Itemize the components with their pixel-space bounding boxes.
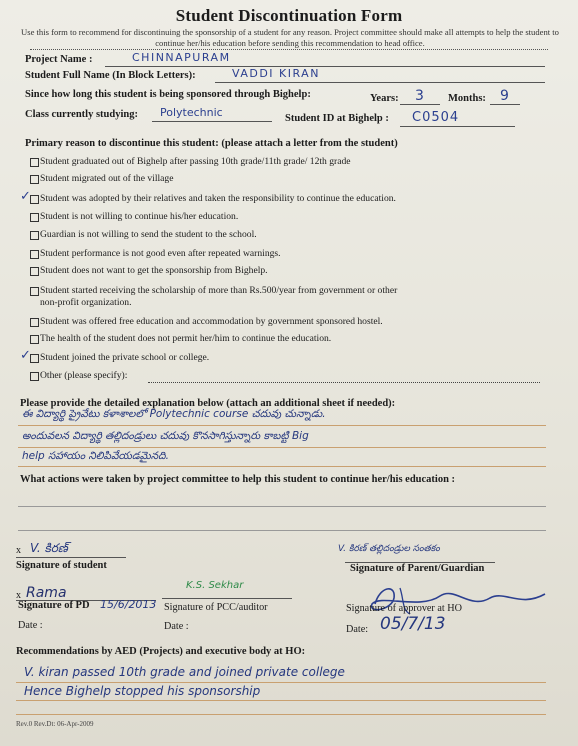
reason-label: Student joined the private school or college. bbox=[40, 352, 210, 363]
project-name-line bbox=[105, 66, 545, 67]
reason-checkbox[interactable] bbox=[30, 372, 39, 381]
pd-sig-x: x bbox=[16, 590, 21, 601]
actions-label: What actions were taken by project committee to help this student to continue her/his education : bbox=[20, 474, 456, 485]
recommendations-label: Recommendations by AED (Projects) and executive body at HO: bbox=[16, 646, 306, 657]
reason-label: Student was adopted by their relatives and taken the responsibility to continue the education. bbox=[40, 193, 396, 204]
reason-checkbox[interactable] bbox=[30, 335, 39, 344]
pcc-signature: K.S. Sekhar bbox=[186, 580, 244, 591]
reason-checkbox[interactable] bbox=[30, 354, 39, 363]
reason-label: Student was offered free education and accommodation by government sponsored hostel. bbox=[40, 316, 383, 327]
footer-revision: Rev.0 Rev.Dt: 06-Apr-2009 bbox=[16, 720, 94, 728]
student-id-label: Student ID at Bighelp : bbox=[285, 113, 389, 124]
reason-label: Other (please specify): bbox=[40, 370, 128, 381]
reason-checkbox[interactable] bbox=[30, 231, 39, 240]
parent-sig-label: Signature of Parent/Guardian bbox=[350, 563, 485, 574]
explanation-rule-3 bbox=[18, 466, 546, 467]
approver-date: 05/7/13 bbox=[380, 614, 446, 634]
actions-rule-2 bbox=[18, 530, 546, 531]
reason-label: The health of the student does not permit her/him to continue the education. bbox=[40, 333, 332, 344]
recommendations-line-2: Hence Bighelp stopped his sponsorship bbox=[24, 684, 261, 698]
reason-label: Guardian is not willing to send the student to the school. bbox=[40, 229, 257, 240]
years-value: 3 bbox=[415, 88, 424, 104]
recommendations-line-1: V. kiran passed 10th grade and joined private college bbox=[24, 665, 345, 679]
years-label: Years: bbox=[370, 93, 399, 104]
pcc-sig-label: Signature of PCC/auditor bbox=[164, 602, 268, 613]
reason-label: Student graduated out of Bighelp after passing 10th grade/11th grade/ 12th grade bbox=[40, 156, 351, 167]
pd-date-label: Date : bbox=[18, 620, 43, 631]
class-value: Polytechnic bbox=[160, 106, 223, 119]
student-name-value: VADDI KIRAN bbox=[232, 67, 320, 80]
actions-rule-1 bbox=[18, 506, 546, 507]
months-value: 9 bbox=[500, 88, 509, 104]
reason-checkbox[interactable] bbox=[30, 267, 39, 276]
reason-checkbox[interactable] bbox=[30, 318, 39, 327]
reason-checkbox[interactable] bbox=[30, 287, 39, 296]
reason-checkbox[interactable] bbox=[30, 250, 39, 259]
reason-label: Student migrated out of the village bbox=[40, 173, 174, 184]
form-title: Student Discontinuation Form bbox=[175, 6, 403, 25]
recommendations-rule-3 bbox=[16, 714, 546, 715]
student-name-line bbox=[215, 82, 545, 83]
form-intro: Use this form to recommend for discontinuing the sponsorship of a student for any reason. Project committee should make all attempts to help the student to continue her/his education before sending this recommendation to head office. bbox=[21, 27, 559, 48]
reason-label: Student does not want to get the sponsorship from Bighelp. bbox=[40, 265, 268, 276]
months-label: Months: bbox=[448, 93, 486, 104]
student-signature: V. కిరణ్ bbox=[30, 541, 68, 555]
project-name-value: CHINNAPURAM bbox=[132, 51, 231, 64]
explanation-label: Please provide the detailed explanation below (attach an additional sheet if needed): bbox=[20, 398, 396, 409]
pcc-sig-line bbox=[162, 598, 292, 599]
reason-checkbox[interactable] bbox=[30, 158, 39, 167]
pd-date: 15/6/2013 bbox=[100, 598, 157, 611]
other-specify-line bbox=[148, 382, 540, 383]
student-sig-line bbox=[16, 557, 126, 558]
explanation-line-1: ఈ విద్యార్థి ప్రైవేటు కళాశాలలో Polytechnic course చదువు చున్నాడు. bbox=[22, 408, 326, 420]
approver-date-label: Date: bbox=[346, 624, 369, 635]
reason-checkbox[interactable] bbox=[30, 175, 39, 184]
recommendations-rule-2 bbox=[16, 700, 546, 701]
class-label: Class currently studying: bbox=[25, 109, 138, 120]
years-line bbox=[400, 104, 440, 105]
months-line bbox=[490, 104, 520, 105]
student-name-label: Student Full Name (In Block Letters): bbox=[25, 70, 196, 81]
parent-signature: V. కిరణ్ తల్లిదండ్రుల సంతకం bbox=[338, 544, 440, 554]
explanation-line-3: help సహాయం నిలిపివేయడమైనది. bbox=[22, 450, 169, 462]
student-id-value: C0504 bbox=[412, 110, 460, 125]
reason-checkbox[interactable] bbox=[30, 195, 39, 204]
check-mark-icon: ✓ bbox=[20, 348, 31, 363]
reason-label: Student performance is not good even after repeated warnings. bbox=[40, 248, 281, 259]
explanation-line-2: అందువలన విద్యార్థి తల్లిదండ్రులు చదువు కొనసాగిస్తున్నారు కాబట్టి Big bbox=[22, 430, 309, 442]
student-sig-x: x bbox=[16, 545, 21, 556]
reason-checkbox[interactable] bbox=[30, 213, 39, 222]
recommendations-rule-1 bbox=[16, 682, 546, 683]
since-label: Since how long this student is being sponsored through Bighelp: bbox=[25, 89, 311, 100]
explanation-rule-1 bbox=[18, 425, 546, 426]
reasons-heading: Primary reason to discontinue this student: (please attach a letter from the student) bbox=[25, 138, 398, 149]
reason-label: Student started receiving the scholarship of more than Rs.500/year from government or other bbox=[40, 285, 398, 296]
student-sig-label: Signature of student bbox=[16, 560, 107, 571]
project-name-label: Project Name : bbox=[25, 54, 93, 65]
intro-rule bbox=[30, 49, 548, 50]
reason-label-cont: non-profit organization. bbox=[40, 297, 132, 308]
check-mark-icon: ✓ bbox=[20, 189, 31, 204]
pcc-date-label: Date : bbox=[164, 621, 189, 632]
explanation-rule-2 bbox=[18, 447, 546, 448]
student-id-line bbox=[400, 126, 515, 127]
class-line bbox=[152, 121, 272, 122]
pd-signature: Rama bbox=[26, 585, 67, 601]
reason-label: Student is not willing to continue his/her education. bbox=[40, 211, 239, 222]
approver-sig-label: Signature of approver at HO bbox=[346, 603, 462, 614]
pd-sig-label: Signature of PD bbox=[18, 600, 90, 611]
